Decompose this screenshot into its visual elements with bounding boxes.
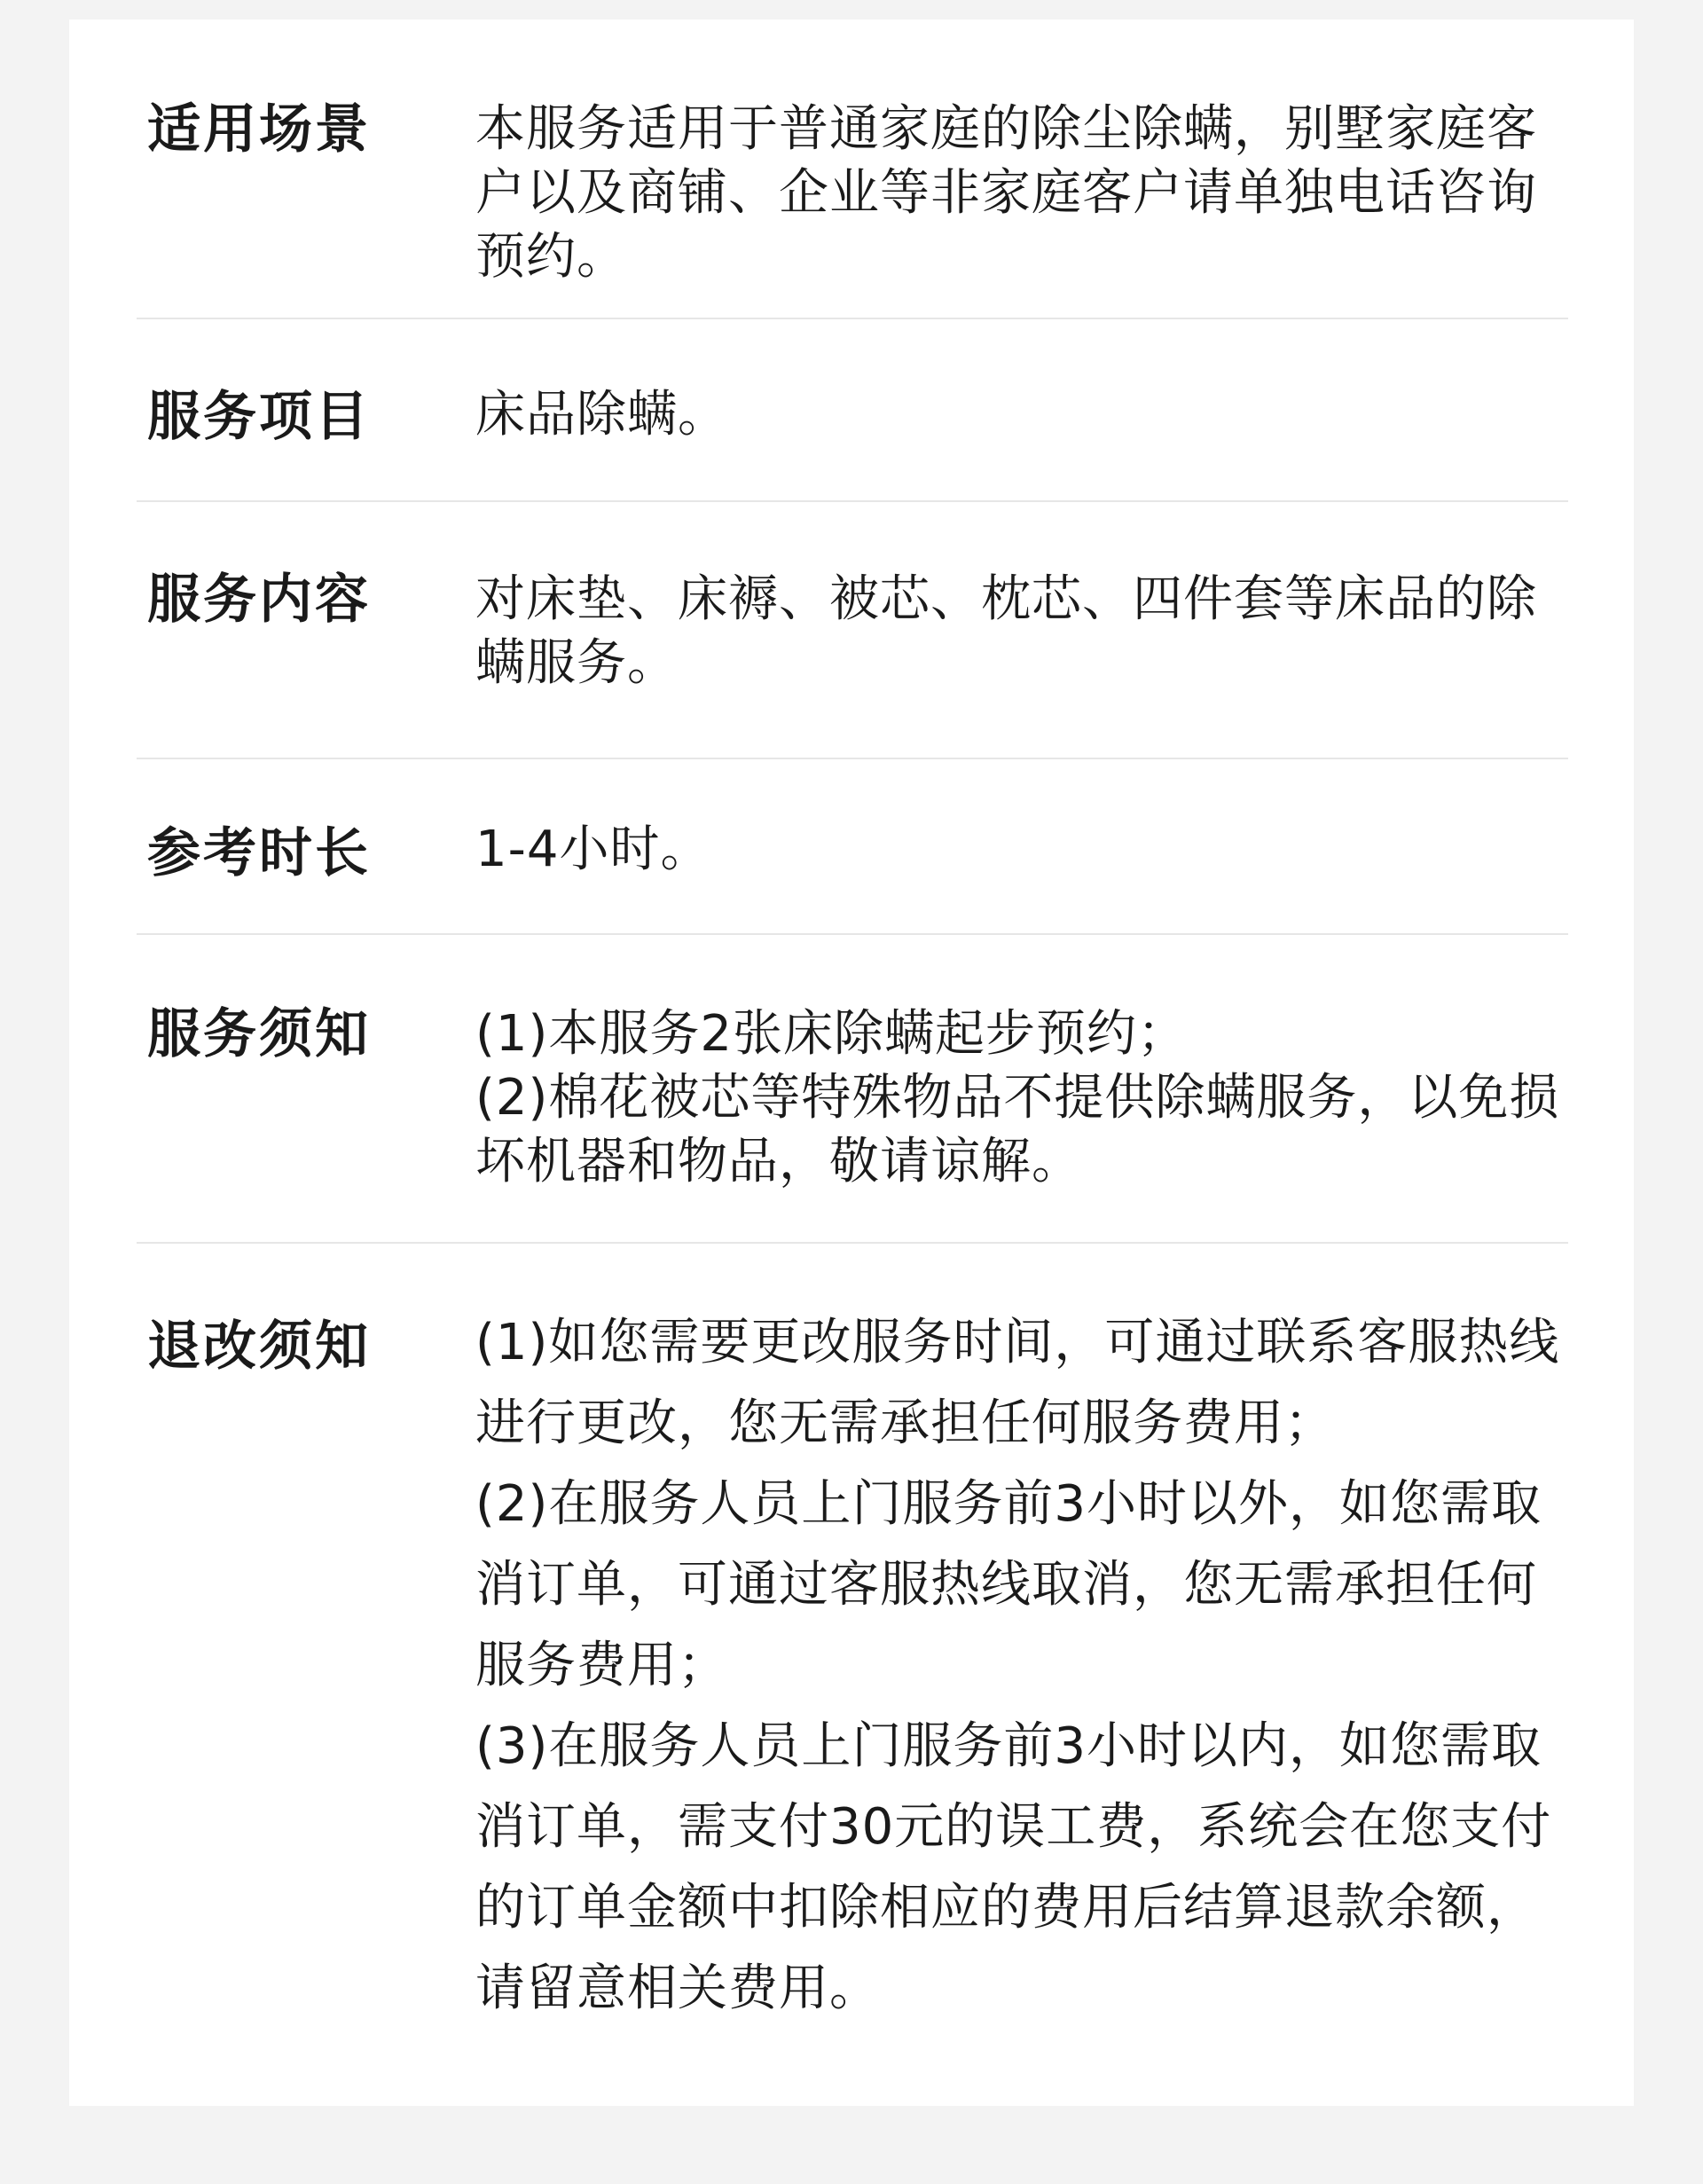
section-value-refund [475,1302,1566,2029]
section-text: 对床垫、床褥、被芯、枕芯、四件套等床品的除螨服务。 [475,570,1537,692]
section-text: (1)本服务2张床除螨起步预约； [475,1005,1188,1063]
divider [137,500,1568,502]
section-label-duration: 参考时长 [147,822,371,884]
section-value-content [475,568,1566,695]
section-value-scenario [475,98,1566,289]
section-label-content: 服务内容 [147,569,371,631]
divider [137,933,1568,935]
section-text: (2)在服务人员上门服务前3小时以外，如您需取消订单，可通过客服热线取消，您无需承担任何服务费用； [475,1475,1542,1694]
divider [137,1242,1568,1244]
section-label-notice: 服务须知 [147,1003,371,1065]
section-text: (3)在服务人员上门服务前3小时以内，如您需取消订单，需支付30元的误工费，系统会在您支付的订单金额中扣除相应的费用后结算退款余额，请留意相关费用。 [475,1717,1552,2017]
section-text: (2)棉花被芯等特殊物品不提供除螨服务，以免损坏机器和物品，敬请谅解。 [475,1069,1560,1190]
section-label-scenario: 适用场景 [147,98,371,161]
section-label-refund: 退改须知 [147,1316,371,1378]
divider [137,758,1568,759]
section-text: 本服务适用于普通家庭的除尘除螨，别墅家庭客户以及商铺、企业等非家庭客户请单独电话咨询预约。 [475,100,1537,286]
section-text: (1)如您需要更改服务时间，可通过联系客服热线进行更改，您无需承担任何服务费用； [475,1314,1560,1452]
divider [137,318,1568,319]
section-label-items: 服务项目 [147,386,371,448]
service-info-card [69,20,1634,2106]
section-value-duration [475,818,1566,882]
section-text: 床品除螨。 [475,386,728,444]
section-value-notice [475,1002,1566,1194]
section-value-items [475,383,1566,447]
section-text: 1-4小时。 [475,821,711,878]
